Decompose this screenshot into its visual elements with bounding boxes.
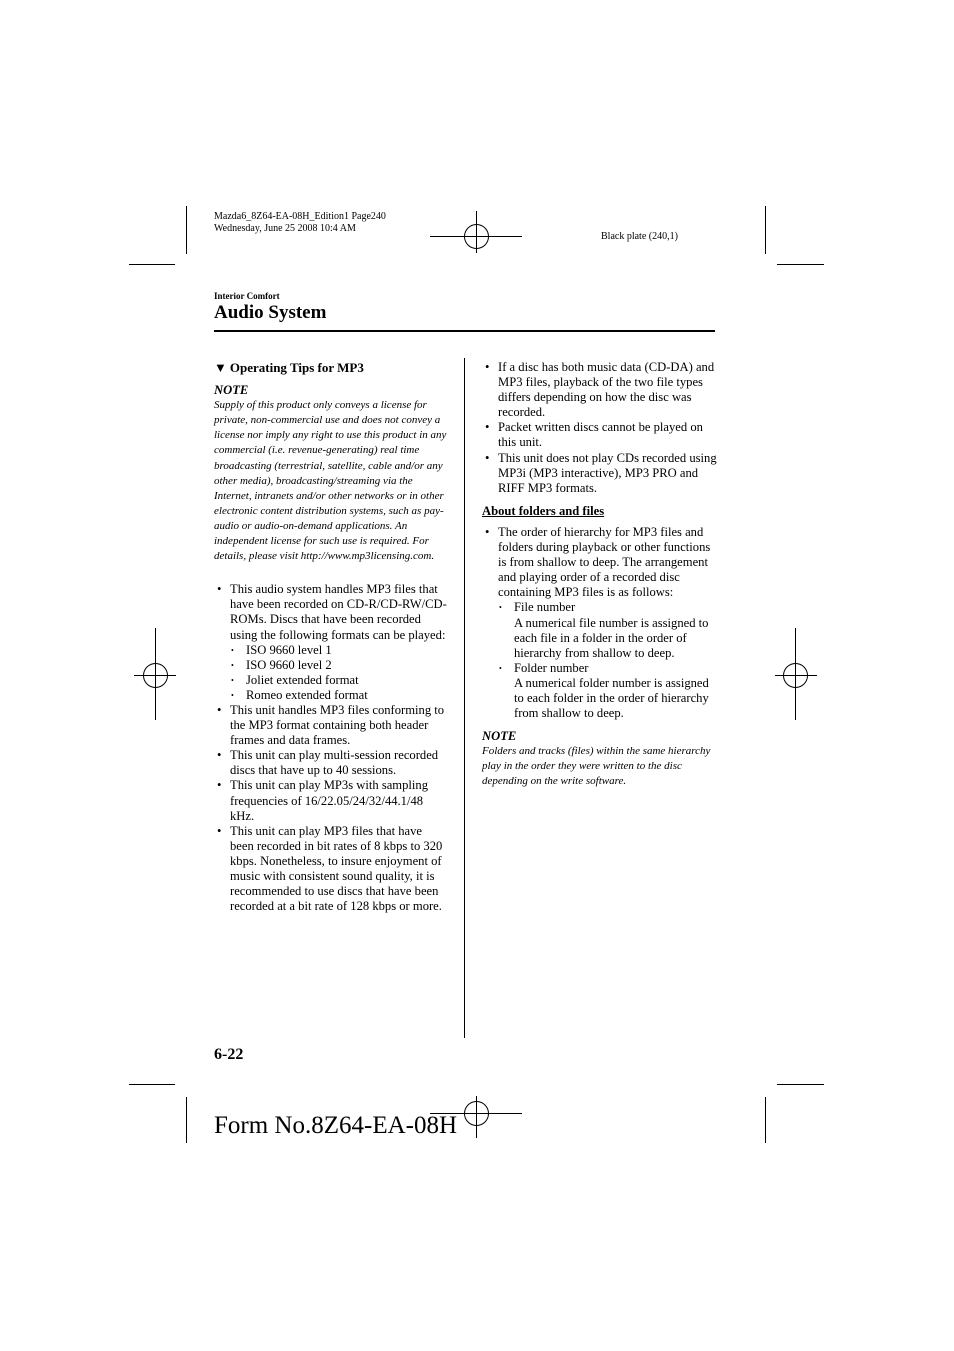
- crop-mark: [129, 1084, 175, 1085]
- format-item: • ISO 9660 level 2: [230, 658, 448, 673]
- section-label: Interior Comfort: [214, 291, 280, 301]
- registration-target-icon: [783, 663, 808, 688]
- bullet-list: [214, 582, 448, 914]
- print-meta-line: Wednesday, June 25 2008 10:4 AM: [214, 223, 356, 234]
- print-meta-line: Mazda6_8Z64-EA-08H_Edition1 Page240: [214, 211, 386, 222]
- form-number: Form No.8Z64-EA-08H: [214, 1112, 458, 1139]
- list-item: • This unit does not play CDs recorded using MP3i (MP3 interactive), MP3 PRO and RIFF MP3 formats.: [482, 451, 718, 496]
- hierarchy-item-label: File number: [514, 600, 576, 615]
- subheading: About folders and files: [482, 503, 605, 518]
- print-meta: [214, 211, 386, 235]
- list-item: [482, 525, 718, 721]
- crop-mark: [765, 206, 766, 254]
- hierarchy-item-desc: A numerical folder number is assigned to each folder in the order of hierarchy from shallow to deep.: [514, 675, 709, 721]
- crop-mark: [129, 264, 175, 265]
- note-label: NOTE: [482, 729, 517, 744]
- format-item: • Romeo extended format: [230, 688, 448, 703]
- hierarchy-list: [498, 600, 718, 721]
- hierarchy-item: [498, 600, 718, 660]
- hierarchy-item-desc: A numerical file number is assigned to each file in a folder in the order of hierarchy from shallow to deep.: [514, 615, 709, 660]
- list-item: • This unit handles MP3 files conforming to the MP3 format containing both header frames and data frames.: [214, 703, 448, 748]
- bullet-list: [482, 360, 718, 496]
- left-column: [214, 360, 448, 914]
- note-text: Supply of this product only conveys a license for private, non-commercial use and does not convey a license nor imply any right to use this product in any commercial (i.e. revenue-generating) real time broadcasting (terrestrial, satellite, cable and/or any other media), broadcasting/streaming via the Internet, intranets and/or other networks or in other electronic content distribution systems, such as pay-audio or audio-on-demand applications. An independent license for such use is required. For details, please visit http://www.mp3licensing.com.: [214, 399, 447, 563]
- section-heading: [214, 360, 448, 375]
- registration-target-icon: [464, 1101, 489, 1126]
- right-column: [482, 360, 718, 790]
- crop-mark: [777, 1084, 824, 1085]
- section-heading-text: Operating Tips for MP3: [229, 360, 364, 375]
- hierarchy-item-label: Folder number: [514, 660, 589, 675]
- hierarchy-item: [498, 661, 718, 721]
- triangle-down-icon: ▼: [214, 360, 227, 375]
- list-item: • This unit can play MP3s with sampling frequencies of 16/22.05/24/32/44.1/48 kHz.: [214, 778, 448, 823]
- list-item: [214, 582, 448, 703]
- page-title: Audio System: [214, 302, 327, 323]
- format-item: • ISO 9660 level 1: [230, 643, 448, 658]
- crop-mark: [186, 206, 187, 254]
- page-number: 6-22: [214, 1046, 244, 1063]
- plate-label: Black plate (240,1): [601, 231, 678, 242]
- list-item: • This unit can play MP3 files that have been recorded in bit rates of 8 kbps to 320 kbps. Nonetheless, to insure enjoyment of music with consistent sound quality, it is recommended to use discs that have been recorded at a bit rate of 128 kbps or more.: [214, 824, 448, 915]
- crop-mark: [765, 1097, 766, 1143]
- title-rule: [214, 330, 715, 332]
- crop-mark: [186, 1097, 187, 1143]
- list-item: • Packet written discs cannot be played on this unit.: [482, 420, 718, 450]
- registration-target-icon: [464, 224, 489, 249]
- list-item-text: This audio system handles MP3 files that have been recorded on CD-R/CD-RW/CD-ROMs. Discs that have been recorded using the following formats can be played:: [230, 582, 447, 642]
- crop-mark: [777, 264, 824, 265]
- format-item: • Joliet extended format: [230, 673, 448, 688]
- list-item-text: The order of hierarchy for MP3 files and folders during playback or other functions is from shallow to deep. The arrangement and playing order of a recorded disc containing MP3 files is as follows:: [498, 524, 711, 600]
- note-label: NOTE: [214, 383, 249, 398]
- registration-target-icon: [143, 663, 168, 688]
- list-item: • This unit can play multi-session recorded discs that have up to 40 sessions.: [214, 748, 448, 778]
- note-text: Folders and tracks (files) within the same hierarchy play in the order they were written to the disc depending on the write software.: [482, 745, 711, 788]
- list-item: • If a disc has both music data (CD-DA) and MP3 files, playback of the two file types differs depending on how the disc was recorded.: [482, 360, 718, 420]
- column-divider: [464, 358, 465, 1038]
- format-list: [230, 643, 448, 703]
- bullet-list: [482, 525, 718, 721]
